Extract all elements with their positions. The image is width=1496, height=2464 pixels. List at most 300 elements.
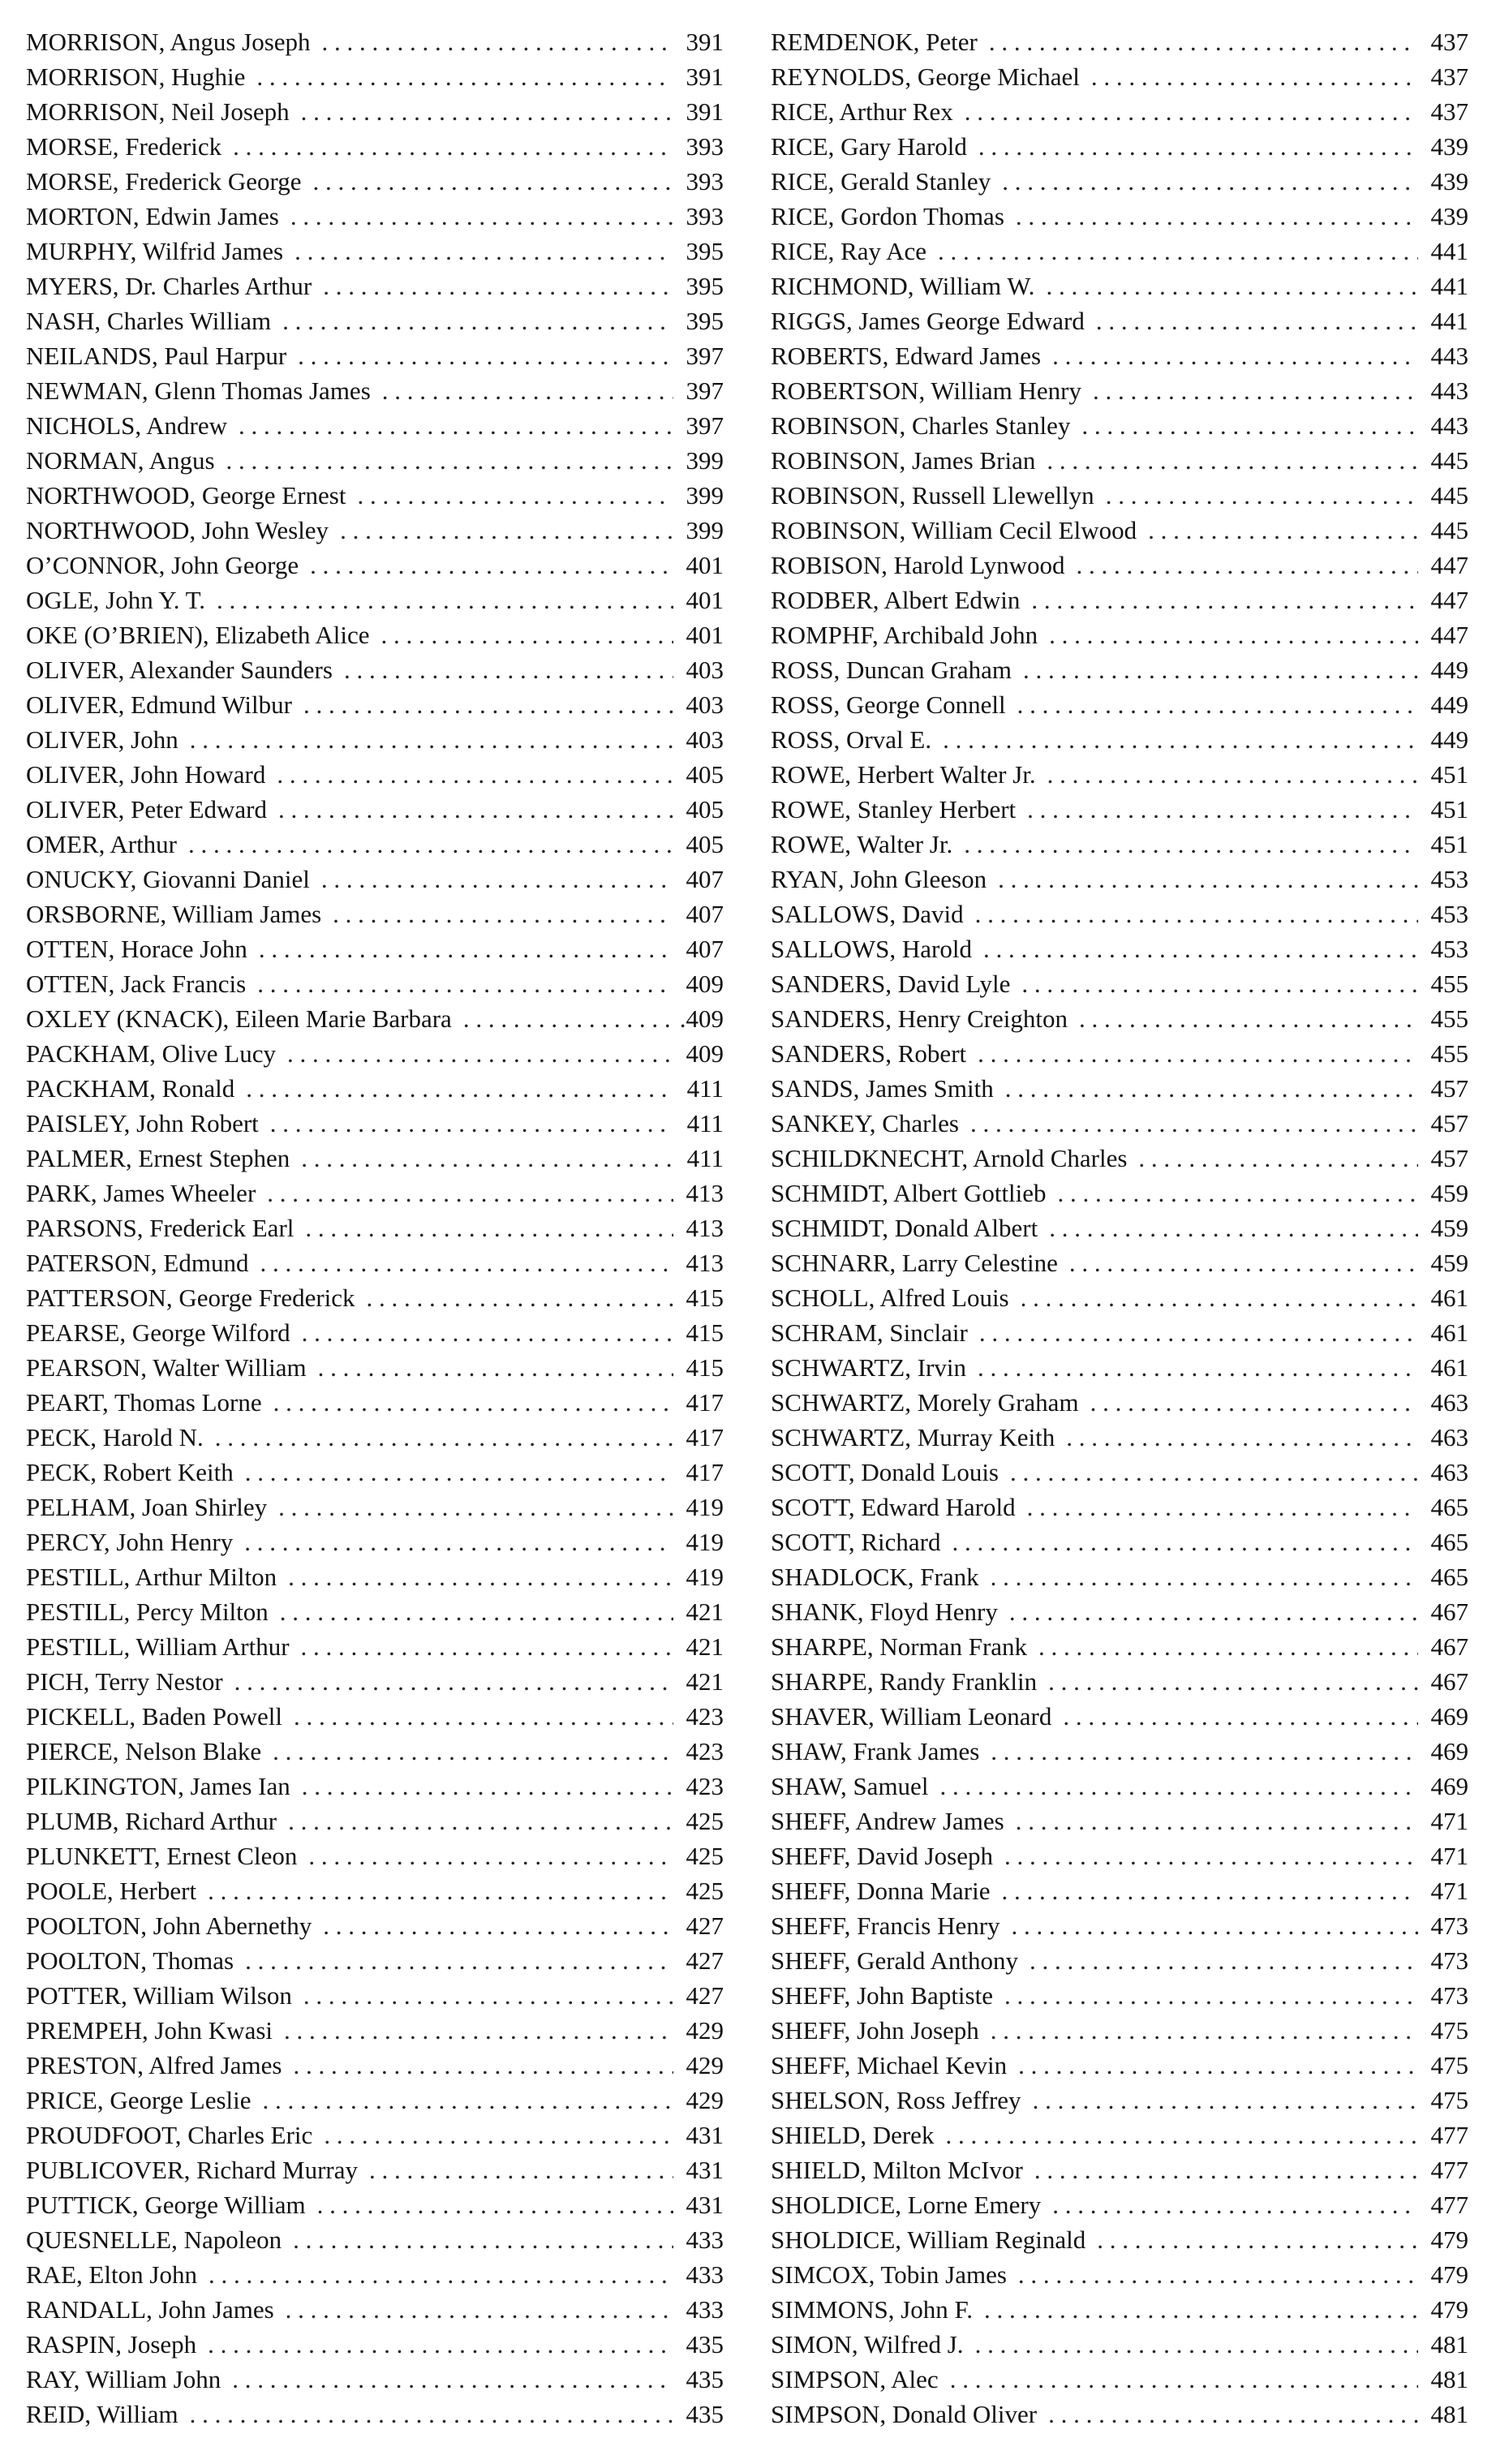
entry-page-number: 405 [686, 760, 724, 789]
index-entry [771, 617, 1468, 652]
entry-page-number: 417 [686, 1458, 724, 1486]
dot-leader [945, 2118, 1418, 2152]
entry-name: ROBINSON, James Brian [771, 446, 1036, 475]
dot-leader [190, 722, 673, 757]
entry-page-number: 457 [1430, 1074, 1468, 1103]
entry-page-number: 461 [1430, 1284, 1468, 1312]
entry-name: MORRISON, Hughie [26, 62, 246, 91]
dot-leader [226, 443, 673, 478]
entry-page-number: 447 [1430, 551, 1468, 579]
index-entry [26, 1769, 724, 1804]
index-entry [26, 478, 724, 513]
entry-page-number: 475 [1430, 2051, 1468, 2079]
dot-leader [1004, 1838, 1418, 1873]
dot-leader [1017, 687, 1418, 722]
entry-page-number: 451 [1430, 795, 1468, 823]
entry-page-number: 477 [1430, 2156, 1468, 2184]
entry-page-number: 431 [686, 2191, 724, 2219]
dot-leader [273, 1734, 673, 1769]
dot-leader [1097, 2222, 1418, 2257]
entry-name: REYNOLDS, George Michael [771, 62, 1080, 91]
dot-leader [1069, 1245, 1418, 1280]
dot-leader [340, 513, 673, 548]
entry-name: POOLTON, Thomas [26, 1946, 234, 1975]
dot-leader [1023, 652, 1418, 687]
entry-page-number: 437 [1430, 28, 1468, 56]
index-entry [26, 513, 724, 548]
entry-name: RIGGS, James George Edward [771, 307, 1085, 335]
index-entry [26, 2083, 724, 2118]
entry-page-number: 441 [1430, 272, 1468, 300]
entry-page-number: 459 [1430, 1249, 1468, 1277]
index-entry [771, 2048, 1468, 2083]
dot-leader [294, 234, 673, 269]
entry-name: ROSS, Orval E. [771, 725, 932, 754]
dot-leader [288, 1804, 673, 1838]
index-entry [771, 1036, 1468, 1071]
entry-page-number: 479 [1430, 2295, 1468, 2324]
dot-leader [964, 827, 1418, 862]
dot-leader [301, 94, 673, 129]
entry-page-number: 425 [686, 1842, 724, 1870]
dot-leader [267, 1176, 673, 1210]
index-entry [26, 1036, 724, 1071]
entry-name: RICE, Arthur Rex [771, 97, 953, 126]
index-entry [771, 2292, 1468, 2327]
dot-leader [1002, 164, 1418, 199]
entry-page-number: 463 [1430, 1423, 1468, 1451]
entry-page-number: 429 [686, 2051, 724, 2079]
dot-leader [208, 2327, 673, 2362]
entry-name: RANDALL, John James [26, 2295, 274, 2324]
index-entry [771, 1699, 1468, 1734]
dot-leader [317, 2187, 673, 2222]
dot-leader [1049, 1210, 1418, 1245]
entry-name: ROBINSON, William Cecil Elwood [771, 516, 1137, 544]
index-entry [26, 1699, 724, 1734]
entry-page-number: 431 [686, 2156, 724, 2184]
index-entry [26, 59, 724, 94]
entry-name: PRICE, George Leslie [26, 2086, 251, 2114]
entry-page-number: 393 [686, 132, 724, 161]
index-entry [26, 687, 724, 722]
entry-page-number: 417 [686, 1388, 724, 1417]
entry-name: PELHAM, Joan Shirley [26, 1493, 268, 1521]
dot-leader [1005, 1071, 1418, 1106]
entry-name: OGLE, John Y. T. [26, 586, 206, 614]
entry-name: ROBERTS, Edward James [771, 342, 1042, 370]
dot-leader [1009, 1594, 1418, 1629]
dot-leader [298, 338, 673, 373]
index-entry [26, 1315, 724, 1350]
index-entry [26, 617, 724, 652]
index-entry [771, 2152, 1468, 2187]
entry-page-number: 445 [1430, 516, 1468, 544]
entry-name: OLIVER, Peter Edward [26, 795, 267, 823]
entry-page-number: 423 [686, 1772, 724, 1800]
entry-page-number: 451 [1430, 830, 1468, 858]
entry-page-number: 465 [1430, 1493, 1468, 1521]
dot-leader [293, 2222, 673, 2257]
entry-page-number: 403 [686, 690, 724, 719]
dot-leader [245, 1943, 673, 1978]
dot-leader [1027, 1490, 1418, 1524]
dot-leader [246, 1071, 673, 1106]
entry-page-number: 423 [686, 1702, 724, 1731]
index-entry [771, 1908, 1468, 1943]
entry-page-number: 427 [686, 1911, 724, 1940]
entry-name: SHIELD, Derek [771, 2121, 935, 2149]
dot-leader [324, 2118, 673, 2152]
entry-page-number: .409 [679, 1004, 724, 1033]
dot-leader [369, 2152, 673, 2187]
entry-name: PRESTON, Alfred James [26, 2051, 282, 2079]
index-entry [26, 1071, 724, 1106]
dot-leader [975, 897, 1418, 931]
entry-name: SCOTT, Edward Harold [771, 1493, 1016, 1521]
entry-page-number: 433 [686, 2225, 724, 2254]
index-entry [771, 269, 1468, 303]
dot-leader [1031, 583, 1418, 617]
index-entry [771, 1490, 1468, 1524]
dot-leader [367, 1280, 673, 1315]
entry-name: MORRISON, Angus Joseph [26, 28, 311, 56]
dot-leader [1058, 1176, 1418, 1210]
index-entry [771, 443, 1468, 478]
dot-leader [1033, 2083, 1418, 2118]
index-entry [26, 129, 724, 164]
index-entry [771, 1071, 1468, 1106]
entry-page-number: 471 [1430, 1877, 1468, 1905]
index-entry [771, 1594, 1468, 1629]
index-entry [771, 652, 1468, 687]
entry-name: PECK, Harold N. [26, 1423, 204, 1451]
dot-leader [1001, 1873, 1418, 1908]
entry-name: RODBER, Albert Edwin [771, 586, 1021, 614]
entry-name: PLUMB, Richard Arthur [26, 1807, 277, 1835]
entry-page-number: 403 [686, 725, 724, 754]
entry-page-number: 409 [686, 1039, 724, 1068]
entry-name: SIMPSON, Donald Oliver [771, 2400, 1038, 2428]
entry-name: ROWE, Stanley Herbert [771, 795, 1017, 823]
dot-leader [284, 2013, 673, 2048]
index-entry [26, 2187, 724, 2222]
index-entry [26, 1594, 724, 1629]
dot-leader [1090, 1385, 1418, 1420]
entry-page-number: 479 [1430, 2225, 1468, 2254]
dot-leader [1010, 1455, 1418, 1490]
dot-leader [270, 1106, 673, 1141]
entry-page-number: 419 [686, 1528, 724, 1556]
index-entry [771, 1978, 1468, 2013]
index-entry [26, 164, 724, 199]
entry-page-number: 421 [686, 1667, 724, 1696]
entry-name: RASPIN, Joseph [26, 2330, 197, 2359]
entry-page-number: 413 [686, 1179, 724, 1207]
dot-leader [970, 1106, 1418, 1141]
entry-name: PILKINGTON, James Ian [26, 1772, 290, 1800]
entry-name: PARSONS, Frederick Earl [26, 1214, 294, 1242]
entry-page-number: 397 [686, 411, 724, 440]
entry-page-number: 461 [1430, 1353, 1468, 1382]
dot-leader [1079, 1001, 1418, 1036]
entry-page-number: 433 [686, 2260, 724, 2289]
entry-page-number: 481 [1430, 2330, 1468, 2359]
dot-leader [984, 2292, 1418, 2327]
entry-page-number: 461 [1430, 1318, 1468, 1347]
entry-name: SHARPE, Randy Franklin [771, 1667, 1038, 1696]
dot-leader [1018, 2048, 1418, 2083]
dot-leader [1052, 2187, 1418, 2222]
index-entry [26, 269, 724, 303]
entry-name: PESTILL, Arthur Milton [26, 1563, 277, 1591]
entry-name: SHEFF, John Baptiste [771, 1981, 993, 2010]
entry-page-number: 405 [686, 795, 724, 823]
entry-page-number: 393 [686, 167, 724, 196]
entry-name: OLIVER, Alexander Saunders [26, 656, 333, 684]
dot-leader [1081, 408, 1418, 443]
index-entry [26, 862, 724, 897]
dot-leader [288, 1559, 673, 1594]
entry-name: SHELSON, Ross Jeffrey [771, 2086, 1021, 2114]
entry-name: OKE (O’BRIEN), Elizabeth Alice [26, 621, 370, 649]
entry-page-number: 437 [1430, 97, 1468, 126]
dot-leader [1049, 617, 1418, 652]
index-entry [26, 1559, 724, 1594]
index-entry [26, 897, 724, 931]
index-entry [771, 408, 1468, 443]
index-entry [771, 24, 1468, 59]
index-entry [771, 966, 1468, 1001]
dot-leader [305, 1210, 673, 1245]
dot-leader [302, 1769, 673, 1804]
entry-name: POTTER, William Wilson [26, 1981, 292, 2010]
entry-page-number: 463 [1430, 1388, 1468, 1417]
dot-leader [1138, 1141, 1418, 1176]
index-entry [26, 1455, 724, 1490]
entry-name: NORTHWOOD, George Ernest [26, 481, 346, 510]
index-entry [26, 1664, 724, 1699]
dot-leader [1004, 1978, 1418, 2013]
entry-page-number: 465 [1430, 1563, 1468, 1591]
entry-name: MURPHY, Wilfrid James [26, 237, 284, 265]
entry-name: SHEFF, Donna Marie [771, 1877, 991, 1905]
entry-page-number: 435 [686, 2400, 724, 2428]
entry-name: SCHWARTZ, Irvin [771, 1353, 966, 1382]
index-entry [26, 931, 724, 966]
index-entry [26, 827, 724, 862]
entry-page-number: 473 [1430, 1981, 1468, 2010]
entry-name: PUBLICOVER, Richard Murray [26, 2156, 358, 2184]
entry-page-number: 401 [686, 621, 724, 649]
entry-page-number: 451 [1430, 760, 1468, 789]
dot-leader [302, 1315, 673, 1350]
dot-leader [975, 2327, 1418, 2362]
entry-name: SHEFF, Francis Henry [771, 1911, 1000, 1940]
index-entry [771, 2187, 1468, 2222]
entry-page-number: 415 [686, 1318, 724, 1347]
entry-name: ROWE, Walter Jr. [771, 830, 953, 858]
entry-page-number: 475 [1430, 2016, 1468, 2045]
dot-leader [256, 59, 673, 94]
dot-leader [463, 1001, 672, 1036]
entry-page-number: 409 [686, 970, 724, 998]
entry-page-number: 391 [686, 97, 724, 126]
dot-leader [1030, 1943, 1418, 1978]
entry-page-number: 435 [686, 2365, 724, 2393]
dot-leader [1047, 443, 1418, 478]
dot-leader [1091, 59, 1418, 94]
entry-name: ROBINSON, Russell Llewellyn [771, 481, 1094, 510]
entry-name: SHARPE, Norman Frank [771, 1632, 1028, 1661]
entry-page-number: 427 [686, 1981, 724, 2010]
index-entry [771, 583, 1468, 617]
index-entry [771, 2118, 1468, 2152]
entry-page-number: 425 [686, 1807, 724, 1835]
entry-name: PICH, Terry Nestor [26, 1667, 223, 1696]
dot-leader [978, 129, 1418, 164]
entry-name: SALLOWS, David [771, 900, 964, 928]
dot-leader [1021, 966, 1418, 1001]
dot-leader [245, 1455, 673, 1490]
index-entry [771, 2257, 1468, 2292]
entry-page-number: 397 [686, 342, 724, 370]
dot-leader [1093, 373, 1418, 408]
entry-page-number: 449 [1430, 725, 1468, 754]
entry-name: NORTHWOOD, John Wesley [26, 516, 329, 544]
index-entry [771, 1559, 1468, 1594]
entry-page-number: 411 [686, 1144, 724, 1172]
dot-leader [1038, 1629, 1418, 1664]
index-entry [771, 513, 1468, 548]
entry-page-number: 473 [1430, 1946, 1468, 1975]
index-entry [771, 1176, 1468, 1210]
entry-name: PERCY, John Henry [26, 1528, 234, 1556]
dot-leader [188, 827, 673, 862]
index-entry [26, 1106, 724, 1141]
entry-name: SHAW, Samuel [771, 1772, 929, 1800]
entry-name: OLIVER, Edmund Wilbur [26, 690, 292, 719]
index-entry [771, 1629, 1468, 1664]
dot-leader [1016, 1804, 1418, 1838]
index-entry [771, 338, 1468, 373]
dot-leader [259, 931, 673, 966]
index-entry [771, 862, 1468, 897]
index-entry [26, 792, 724, 827]
index-entry [771, 373, 1468, 408]
dot-leader [978, 1036, 1418, 1071]
entry-name: MORSE, Frederick [26, 132, 222, 161]
dot-leader [1021, 1280, 1418, 1315]
index-entry [771, 234, 1468, 269]
entry-page-number: 471 [1430, 1842, 1468, 1870]
entry-page-number: 439 [1430, 167, 1468, 196]
index-entry [26, 1245, 724, 1280]
entry-page-number: 417 [686, 1423, 724, 1451]
index-entry [26, 1978, 724, 2013]
entry-page-number: 457 [1430, 1109, 1468, 1137]
dot-leader [232, 2362, 673, 2397]
index-entry [771, 94, 1468, 129]
entry-page-number: 413 [686, 1214, 724, 1242]
entry-page-number: 419 [686, 1563, 724, 1591]
entry-page-number: 425 [686, 1877, 724, 1905]
dot-leader [382, 373, 673, 408]
dot-leader [952, 1524, 1418, 1559]
entry-page-number: 423 [686, 1737, 724, 1765]
dot-leader [287, 1036, 673, 1071]
index-entry [26, 24, 724, 59]
index-entry [771, 897, 1468, 931]
dot-leader [1047, 757, 1418, 792]
entry-name: PAISLEY, John Robert [26, 1109, 259, 1137]
dot-leader [991, 1734, 1418, 1769]
index-entry [771, 1245, 1468, 1280]
index-entry [26, 1001, 724, 1036]
dot-leader [991, 1559, 1418, 1594]
entry-page-number: 481 [1430, 2400, 1468, 2428]
dot-leader [1027, 792, 1418, 827]
entry-name: SHANK, Floyd Henry [771, 1598, 998, 1626]
entry-page-number: 465 [1430, 1528, 1468, 1556]
entry-page-number: 481 [1430, 2365, 1468, 2393]
index-entry [771, 59, 1468, 94]
entry-name: SIMMONS, John F. [771, 2295, 974, 2324]
entry-page-number: 429 [686, 2086, 724, 2114]
entry-name: PEART, Thomas Lorne [26, 1388, 262, 1417]
dot-leader [1046, 269, 1418, 303]
dot-leader [323, 1908, 673, 1943]
dot-leader [277, 757, 673, 792]
index-entry [771, 2013, 1468, 2048]
index-entry [771, 1664, 1468, 1699]
index-entry [26, 757, 724, 792]
entry-page-number: 407 [686, 900, 724, 928]
entry-page-number: 427 [686, 1946, 724, 1975]
entry-page-number: 463 [1430, 1458, 1468, 1486]
dot-leader [301, 1141, 673, 1176]
entry-page-number: 395 [686, 272, 724, 300]
index-entry [26, 1350, 724, 1385]
entry-name: PIERCE, Nelson Blake [26, 1737, 262, 1765]
entry-name: SHEFF, Michael Kevin [771, 2051, 1008, 2079]
index-entry [26, 1908, 724, 1943]
entry-page-number: 395 [686, 237, 724, 265]
index-entry [771, 199, 1468, 234]
entry-name: O’CONNOR, John George [26, 551, 299, 579]
entry-name: REID, William [26, 2400, 178, 2428]
entry-name: SIMPSON, Alec [771, 2365, 939, 2393]
entry-page-number: 443 [1430, 411, 1468, 440]
entry-page-number: 479 [1430, 2260, 1468, 2289]
entry-name: OTTEN, Horace John [26, 935, 247, 963]
entry-name: ROBISON, Harold Lynwood [771, 551, 1065, 579]
entry-name: SANDERS, Henry Creighton [771, 1004, 1068, 1033]
entry-page-number: 459 [1430, 1214, 1468, 1242]
dot-leader [273, 1385, 673, 1420]
entry-name: SCHMIDT, Donald Albert [771, 1214, 1038, 1242]
entry-page-number: 413 [686, 1249, 724, 1277]
entry-page-number: 443 [1430, 342, 1468, 370]
entry-name: OXLEY (KNACK), Eileen Marie Barbara [26, 1004, 452, 1033]
entry-name: PARK, James Wheeler [26, 1179, 256, 1207]
index-entry [26, 1176, 724, 1210]
entry-name: POOLE, Herbert [26, 1877, 197, 1905]
entry-name: ROSS, George Connell [771, 690, 1006, 719]
entry-name: SANDERS, Robert [771, 1039, 967, 1068]
entry-name: RICHMOND, William W. [771, 272, 1035, 300]
entry-page-number: 469 [1430, 1702, 1468, 1731]
